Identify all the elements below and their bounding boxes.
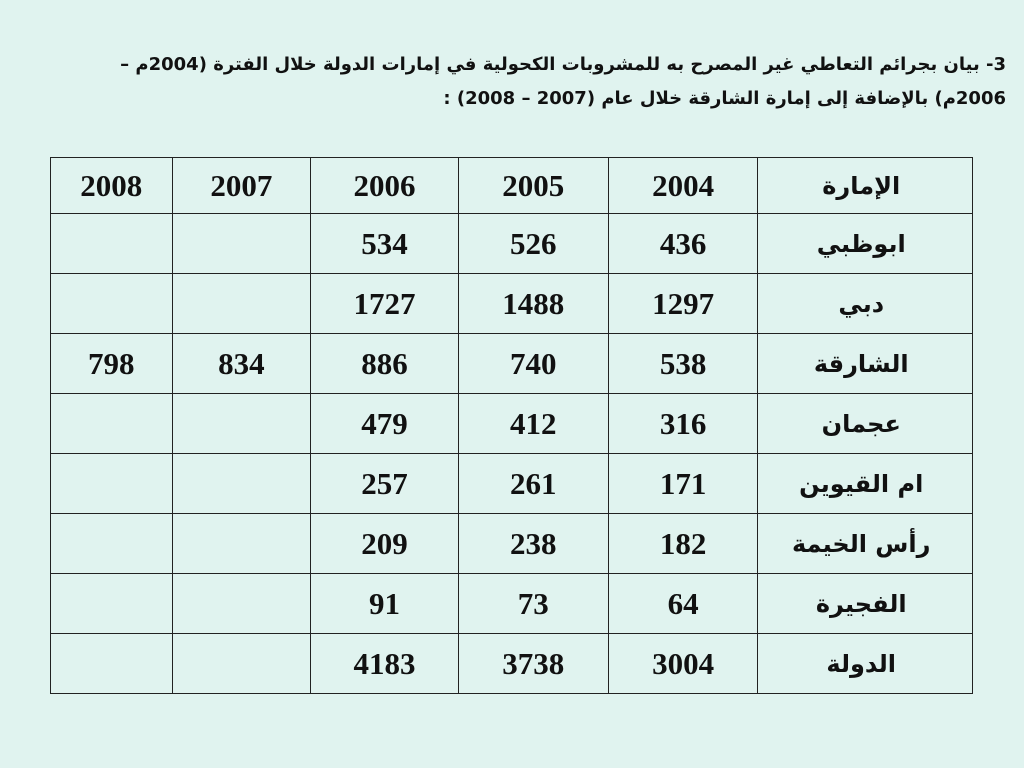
value-cell bbox=[172, 214, 311, 274]
table-row bbox=[51, 334, 973, 394]
value-cell: 3004 bbox=[608, 634, 758, 694]
value-cell bbox=[51, 394, 173, 454]
value-cell: 261 bbox=[458, 454, 608, 514]
value-cell: 257 bbox=[311, 454, 459, 514]
value-cell bbox=[172, 274, 311, 334]
header-cell-2005: 2005 bbox=[458, 158, 608, 214]
value-cell: 834 bbox=[172, 334, 311, 394]
value-cell: 64 bbox=[608, 574, 758, 634]
table-row bbox=[51, 514, 973, 574]
value-cell bbox=[172, 514, 311, 574]
value-cell: 740 bbox=[458, 334, 608, 394]
value-cell: 479 bbox=[311, 394, 459, 454]
row-name: الفجيرة bbox=[758, 574, 973, 634]
table-row bbox=[51, 214, 973, 274]
header-cell-2004: 2004 bbox=[608, 158, 758, 214]
table-row-total bbox=[51, 634, 973, 694]
slide-title bbox=[60, 48, 1006, 116]
value-cell: 1727 bbox=[311, 274, 459, 334]
row-name: دبي bbox=[758, 274, 973, 334]
value-cell: 886 bbox=[311, 334, 459, 394]
value-cell bbox=[51, 214, 173, 274]
value-cell: 73 bbox=[458, 574, 608, 634]
value-cell bbox=[172, 394, 311, 454]
header-row bbox=[51, 158, 973, 214]
row-name: الشارقة bbox=[758, 334, 973, 394]
value-cell: 412 bbox=[458, 394, 608, 454]
value-cell bbox=[172, 634, 311, 694]
slide-title-text: 3- بيان بجرائم التعاطي غير المصرح به للمشروبات الكحولية في إمارات الدولة خلال الفترة (2004م – 2006م) بالإضافة إلى إمارة الشارقة خلال عام (2007 – 2008) : bbox=[120, 54, 1006, 109]
value-cell bbox=[172, 454, 311, 514]
value-cell: 238 bbox=[458, 514, 608, 574]
value-cell: 538 bbox=[608, 334, 758, 394]
row-name: الدولة bbox=[758, 634, 973, 694]
header-cell-emirate: الإمارة bbox=[758, 158, 973, 214]
table-row bbox=[51, 394, 973, 454]
value-cell: 3738 bbox=[458, 634, 608, 694]
value-cell: 209 bbox=[311, 514, 459, 574]
header-cell-2008: 2008 bbox=[51, 158, 173, 214]
row-name: ابوظبي bbox=[758, 214, 973, 274]
value-cell bbox=[51, 514, 173, 574]
data-table bbox=[50, 157, 973, 694]
value-cell: 4183 bbox=[311, 634, 459, 694]
value-cell: 1488 bbox=[458, 274, 608, 334]
value-cell: 526 bbox=[458, 214, 608, 274]
table-row bbox=[51, 274, 973, 334]
value-cell: 798 bbox=[51, 334, 173, 394]
row-name: رأس الخيمة bbox=[758, 514, 973, 574]
value-cell bbox=[51, 634, 173, 694]
row-name: ام القيوين bbox=[758, 454, 973, 514]
value-cell: 171 bbox=[608, 454, 758, 514]
value-cell: 1297 bbox=[608, 274, 758, 334]
value-cell: 91 bbox=[311, 574, 459, 634]
row-name: عجمان bbox=[758, 394, 973, 454]
table-row bbox=[51, 454, 973, 514]
value-cell bbox=[51, 274, 173, 334]
value-cell bbox=[172, 574, 311, 634]
value-cell: 316 bbox=[608, 394, 758, 454]
value-cell: 436 bbox=[608, 214, 758, 274]
value-cell bbox=[51, 574, 173, 634]
value-cell bbox=[51, 454, 173, 514]
table-row bbox=[51, 574, 973, 634]
header-cell-2006: 2006 bbox=[311, 158, 459, 214]
value-cell: 534 bbox=[311, 214, 459, 274]
header-cell-2007: 2007 bbox=[172, 158, 311, 214]
value-cell: 182 bbox=[608, 514, 758, 574]
